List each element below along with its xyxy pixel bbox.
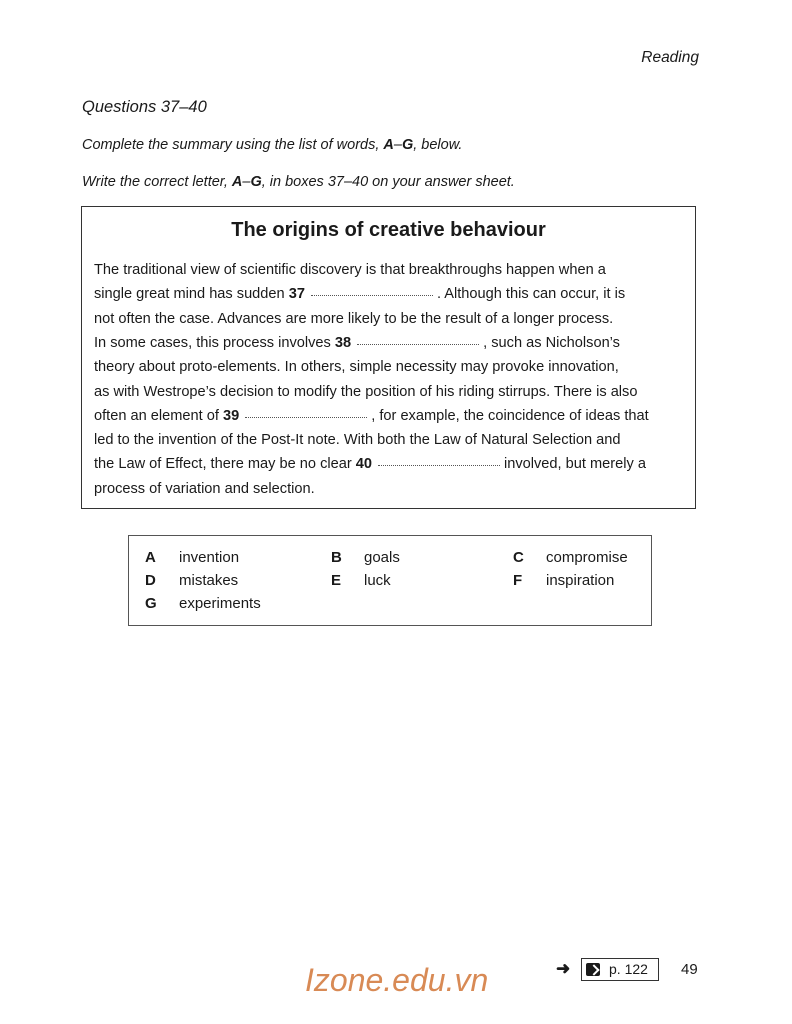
answer-blank-38[interactable] — [357, 344, 479, 345]
summary-text: involved, but merely a — [504, 456, 646, 472]
option-letter: A — [145, 549, 156, 566]
summary-line — [94, 456, 646, 472]
option-word: compromise — [546, 549, 628, 566]
summary-text: , such as Nicholson’s — [483, 335, 620, 351]
page-reference-text: p. 122 — [609, 961, 648, 977]
range-end: G — [401, 137, 414, 153]
summary-title: The origins of creative behaviour — [231, 219, 546, 241]
arrow-right-icon: ➜ — [556, 959, 571, 978]
page-number: 49 — [681, 961, 698, 978]
summary-line — [94, 335, 620, 351]
option-letter: E — [331, 572, 342, 589]
summary-text: the Law of Effect, there may be no clear — [94, 456, 352, 472]
range-start: A — [383, 137, 394, 153]
instruction-2-after: , in boxes 37–40 on your answer sheet. — [261, 174, 515, 190]
option-letter: C — [513, 549, 524, 566]
option-letter: D — [145, 572, 156, 589]
instruction-1 — [82, 137, 462, 153]
instruction-2 — [82, 174, 515, 190]
options-box — [128, 535, 652, 626]
answer-blank-39[interactable] — [245, 417, 367, 418]
question-number-39: 39 — [223, 408, 240, 424]
range-end: G — [250, 174, 262, 190]
summary-text: , for example, the coincidence of ideas that — [371, 408, 649, 424]
answer-blank-37[interactable] — [311, 295, 433, 296]
option-word: inspiration — [546, 572, 615, 589]
question-number-37: 37 — [288, 286, 305, 302]
option-word: experiments — [179, 595, 261, 612]
summary-line: The traditional view of scientific discovery is that breakthroughs happen when a — [94, 262, 606, 278]
summary-line — [94, 408, 649, 424]
summary-box — [81, 206, 696, 509]
summary-line: process of variation and selection. — [94, 481, 315, 497]
summary-line: as with Westrope’s decision to modify the position of his riding stirrups. There is also — [94, 384, 638, 400]
question-number-40: 40 — [355, 456, 372, 472]
page-reference[interactable] — [581, 958, 659, 981]
summary-line: theory about proto-elements. In others, simple necessity may provoke innovation, — [94, 359, 619, 375]
summary-line: not often the case. Advances are more likely to be the result of a longer process. — [94, 311, 614, 327]
summary-text: In some cases, this process involves — [94, 335, 331, 351]
summary-line — [94, 286, 625, 302]
option-word: invention — [179, 549, 240, 566]
instruction-1-after: , below. — [413, 137, 463, 153]
question-number-38: 38 — [334, 335, 352, 351]
watermark: Izone.edu.vn — [305, 962, 489, 998]
summary-text: . Although this can occur, it is — [436, 286, 626, 302]
range-dash: – — [242, 174, 251, 190]
option-word: luck — [364, 572, 391, 589]
instruction-1-before: Complete the summary using the list of words, — [82, 137, 384, 153]
summary-text: often an element of — [94, 408, 219, 424]
range-start: A — [231, 174, 243, 190]
range-dash: – — [393, 137, 402, 153]
summary-line: led to the invention of the Post-It note. With both the Law of Natural Selection and — [94, 432, 621, 448]
summary-text: single great mind has sudden — [94, 286, 285, 302]
answer-key-icon — [586, 963, 600, 976]
answer-blank-40[interactable] — [378, 465, 500, 466]
instruction-2-before: Write the correct letter, — [82, 174, 232, 190]
option-word: mistakes — [179, 572, 239, 589]
option-letter: F — [513, 572, 523, 589]
section-label: Reading — [641, 49, 699, 66]
option-letter: G — [145, 595, 157, 612]
questions-heading: Questions 37–40 — [82, 98, 207, 116]
option-word: goals — [364, 549, 400, 566]
option-letter: B — [331, 549, 342, 566]
